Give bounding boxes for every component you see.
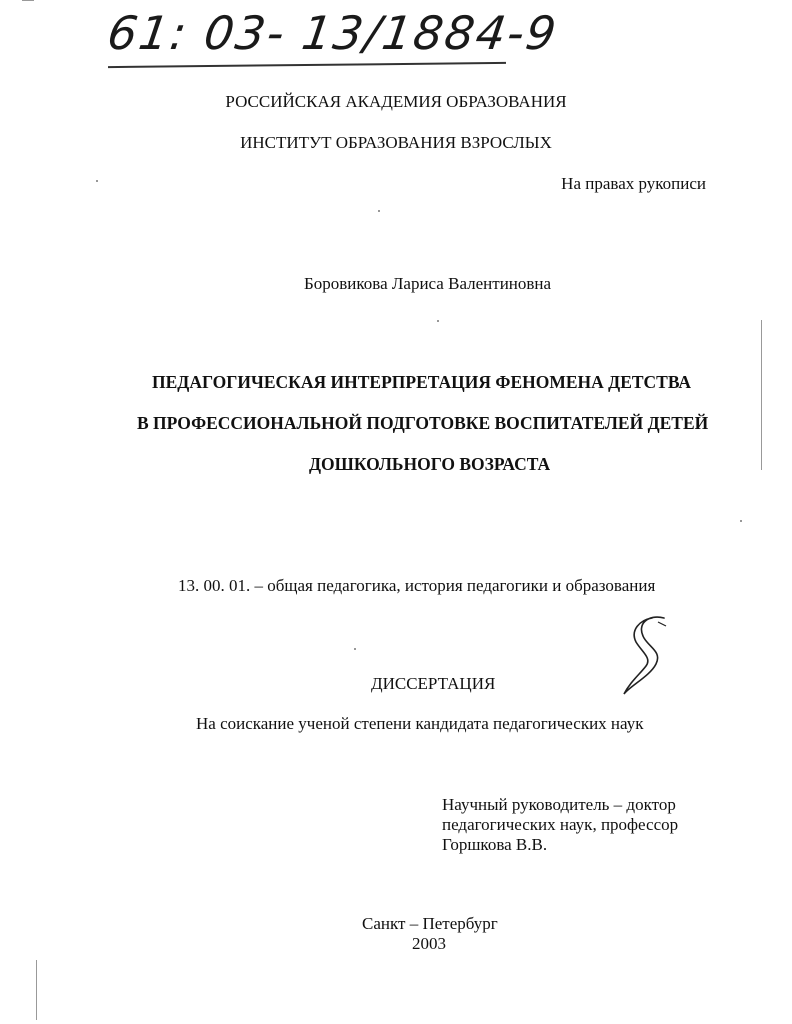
scan-speck: [378, 210, 380, 212]
scan-speck: [354, 648, 356, 650]
document-type: ДИССЕРТАЦИЯ: [371, 674, 496, 693]
scan-speck: [96, 180, 98, 182]
academy-name: РОССИЙСКАЯ АКАДЕМИЯ ОБРАЗОВАНИЯ: [225, 92, 567, 111]
signature-mark: [600, 612, 680, 702]
title-line-2: В ПРОФЕССИОНАЛЬНОЙ ПОДГОТОВКЕ ВОСПИТАТЕЛЕЙ ДЕТЕЙ: [137, 413, 709, 433]
degree-statement: На соискание ученой степени кандидата педагогических наук: [196, 714, 644, 733]
scan-speck: [437, 320, 439, 322]
place: Санкт – Петербург: [362, 914, 498, 933]
author-name: Боровикова Лариса Валентиновна: [304, 274, 552, 293]
year: 2003: [412, 934, 446, 953]
manuscript-rights: На правах рукописи: [561, 174, 706, 193]
supervisor-line-3: Горшкова В.В.: [442, 835, 548, 854]
supervisor-line-1: Научный руководитель – доктор: [442, 795, 676, 814]
scan-edge-mark: [36, 960, 37, 1020]
institute-name: ИНСТИТУТ ОБРАЗОВАНИЯ ВЗРОСЛЫХ: [240, 133, 552, 152]
scan-edge-mark: [22, 0, 34, 1]
archive-code-handwritten: 61: 03- 13/1884-9: [104, 6, 562, 60]
archive-code-underline: [108, 62, 506, 68]
specialty-code: 13. 00. 01. – общая педагогика, история педагогики и образования: [178, 576, 656, 595]
title-line-1: ПЕДАГОГИЧЕСКАЯ ИНТЕРПРЕТАЦИЯ ФЕНОМЕНА ДЕТСТВА: [152, 372, 692, 392]
scan-edge-mark: [761, 320, 762, 470]
scan-speck: [740, 520, 742, 522]
supervisor-line-2: педагогических наук, профессор: [442, 815, 679, 834]
title-line-3: ДОШКОЛЬНОГО ВОЗРАСТА: [309, 454, 551, 474]
